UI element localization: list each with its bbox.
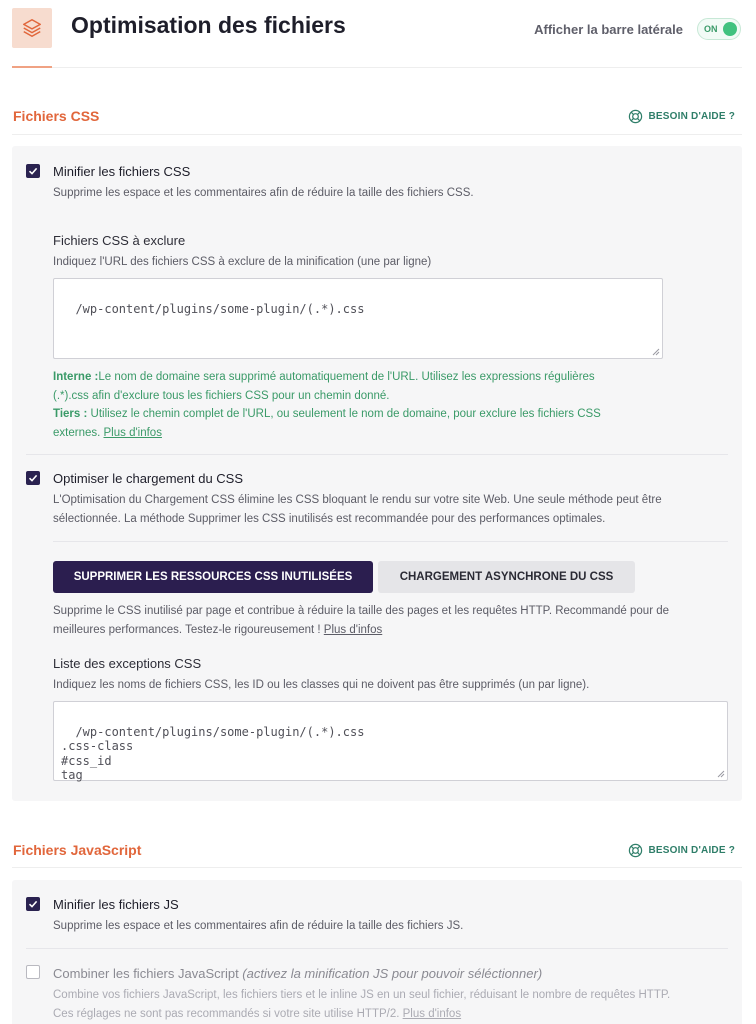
resize-handle-icon[interactable] <box>717 770 725 778</box>
minify-css-label: Minifier les fichiers CSS <box>53 164 191 179</box>
js-help-link[interactable] <box>628 843 736 858</box>
resize-handle-icon[interactable] <box>652 348 660 356</box>
remove-unused-desc-line-2: meilleures performances. Testez-le rigoureusement ! <box>53 624 324 636</box>
help-link-label: BESOIN D'AIDE ? <box>648 845 735 856</box>
exclude-css-note <box>53 368 693 442</box>
minify-css-checkbox[interactable] <box>26 164 40 178</box>
combine-js-label-hint: (activez la minification JS pour pouvoir séléctionner) <box>242 966 543 981</box>
minify-css-desc: Supprime les espace et les commentaires afin de réduire la taille des fichiers CSS. <box>53 187 474 199</box>
combine-js-label-text: Combiner les fichiers JavaScript <box>53 966 243 981</box>
minify-js-checkbox[interactable] <box>26 897 40 911</box>
css-exceptions-title: Liste des exceptions CSS <box>53 656 202 671</box>
css-exceptions-desc: Indiquez les noms de fichiers CSS, les ID ou les classes qui ne doivent pas être supprimés (un par ligne). <box>53 679 590 691</box>
page-header <box>0 0 756 70</box>
sidebar-toggle-label: Afficher la barre latérale <box>534 22 683 37</box>
css-options-divider <box>26 454 728 455</box>
toggle-state-label: ON <box>704 24 718 34</box>
header-accent <box>12 66 52 68</box>
optimize-css-desc <box>53 491 733 529</box>
remove-unused-more-info-link[interactable]: Plus d'infos <box>323 624 383 636</box>
combine-js-desc <box>53 986 743 1024</box>
combine-js-more-info-link[interactable]: Plus d'infos <box>402 1008 462 1020</box>
combine-js-checkbox[interactable] <box>26 965 40 979</box>
lifebuoy-icon <box>628 843 643 858</box>
optimize-css-desc-line-2: sélectionnée. La méthode Supprimer les CSS inutilisés est recommandée pour des performances optimales. <box>53 513 606 525</box>
async-css-button[interactable]: CHARGEMENT ASYNCHRONE DU CSS <box>378 561 635 593</box>
css-exceptions-value: /wp-content/plugins/some-plugin/(.*).css .css-class #css_id tag <box>61 724 365 782</box>
exclude-css-desc: Indiquez l'URL des fichiers CSS à exclure de la minification (une par ligne) <box>53 256 432 268</box>
exclude-css-textarea[interactable] <box>53 278 663 359</box>
note-internal-text-2: (.*).css afin d'exclure tous les fichiers CSS pour un chemin donné. <box>53 389 390 402</box>
check-icon <box>28 899 38 909</box>
optimize-css-label: Optimiser le chargement du CSS <box>53 471 244 486</box>
page-title: Optimisation des fichiers <box>71 12 346 38</box>
lifebuoy-icon <box>628 109 643 124</box>
toggle-knob <box>723 22 737 36</box>
exclude-css-title: Fichiers CSS à exclure <box>53 233 186 248</box>
remove-unused-desc <box>53 602 733 640</box>
note-third-label: Tiers : <box>53 408 88 420</box>
minify-js-desc: Supprime les espace et les commentaires afin de réduire la taille des fichiers JS. <box>53 920 464 932</box>
note-internal-label: Interne : <box>53 371 99 383</box>
header-divider <box>52 67 742 68</box>
note-third-text: Utilisez le chemin complet de l'URL, ou seulement le nom de domaine, pour exclure les fichiers CSS <box>87 408 601 420</box>
combine-js-desc-line-1: Combine vos fichiers JavaScript, les fichiers tiers et le inline JS en un seul fichier, réduisant le nombre de requêtes HTTP. <box>53 989 671 1001</box>
combine-js-label <box>53 966 542 981</box>
css-exceptions-textarea[interactable] <box>53 701 728 781</box>
check-icon <box>28 166 38 176</box>
exclude-css-value: /wp-content/plugins/some-plugin/(.*).css <box>75 301 365 316</box>
remove-unused-css-button[interactable]: SUPPRIMER LES RESSOURCES CSS INUTILISÉES <box>53 561 373 593</box>
js-section-rule <box>12 867 742 868</box>
sidebar-toggle[interactable] <box>697 18 741 40</box>
css-section-title: Fichiers CSS <box>13 108 100 124</box>
css-section-rule <box>12 134 742 135</box>
exclude-more-info-link[interactable]: Plus d'infos <box>103 426 162 439</box>
note-internal-text: Le nom de domaine sera supprimé automatiquement de l'URL. Utilisez les expressions régulières <box>98 371 595 383</box>
layers-icon <box>12 8 52 48</box>
optimize-css-desc-line-1: L'Optimisation du Chargement CSS élimine les CSS bloquant le rendu sur votre site Web. Une seule méthode peut être <box>53 494 662 506</box>
note-third-text-2: externes. <box>53 426 104 439</box>
css-help-link[interactable] <box>628 109 736 124</box>
optimize-sub-divider <box>53 541 728 542</box>
combine-js-desc-line-2: Ces réglages ne sont pas recommandés si votre site utilise HTTP/2. <box>53 1008 403 1020</box>
minify-js-label: Minifier les fichiers JS <box>53 897 179 912</box>
js-options-divider <box>26 948 728 949</box>
optimize-css-checkbox[interactable] <box>26 471 40 485</box>
remove-unused-desc-line-1: Supprime le CSS inutilisé par page et contribue à réduire la taille des pages et les requêtes HTTP. Recommandé pour de <box>53 605 670 617</box>
js-section-title: Fichiers JavaScript <box>13 842 142 858</box>
check-icon <box>28 473 38 483</box>
help-link-label: BESOIN D'AIDE ? <box>648 111 735 122</box>
